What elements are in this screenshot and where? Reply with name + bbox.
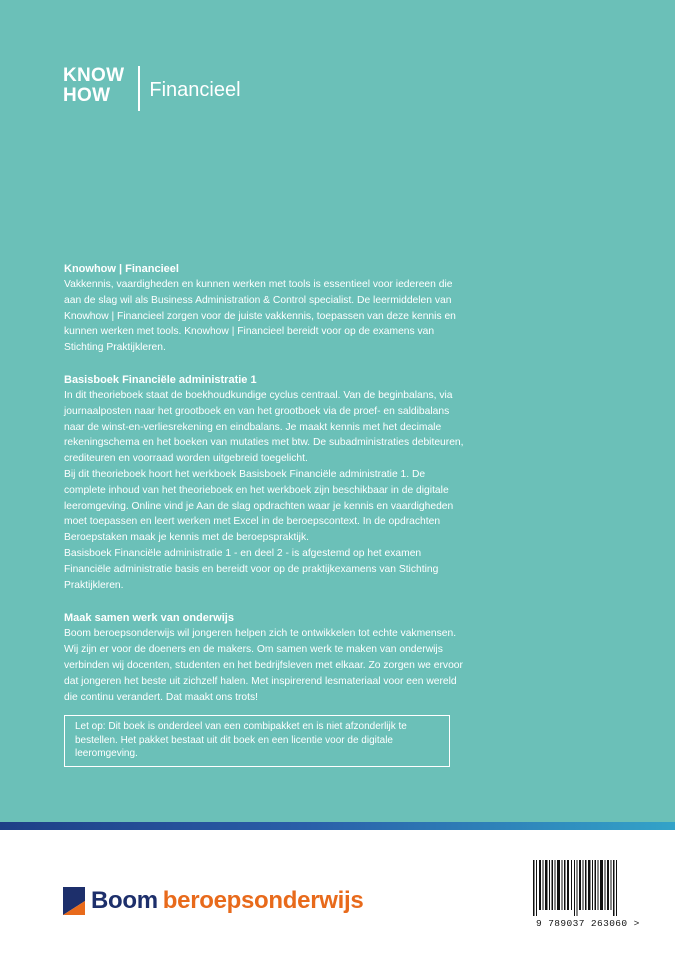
section-knowhow (64, 261, 469, 356)
isbn-number: 9 789037 263060 > (536, 918, 640, 929)
publisher-name-beroepsonderwijs: beroepsonderwijs (162, 887, 364, 914)
knowhow-logo (63, 66, 241, 111)
section-book (64, 372, 469, 593)
gradient-stripe (0, 822, 675, 830)
knowhow-wordmark (63, 66, 124, 106)
logo-divider (138, 66, 140, 111)
section-heading: Basisboek Financiële administratie 1 (64, 373, 257, 386)
blurb (64, 261, 469, 705)
section-paragraph: Basisboek Financiële administratie 1 - en deel 2 - is afgestemd op het examen Financiële administratie basis en bereidt voor op de praktijkexamens van Stichting Praktijkleren. (64, 547, 439, 591)
series-name: Financieel (149, 79, 241, 101)
section-heading: Knowhow | Financieel (64, 263, 179, 275)
publisher-name-boom: Boom (91, 887, 158, 914)
barcode (530, 860, 622, 916)
section-paragraph: In dit theorieboek staat de boekhoudkundige cyclus centraal. Van de beginbalans, via journaalposten naar het grootboek en van het grootboek via de proef- en saldibalans naar de winst-en-verliesrekening en eindbalans. Je maakt kennis met het decimale rekeningschema en het boeken van mutaties met btw. De subadministraties debiteuren, crediteuren en voorraad worden uitgebreid toegelicht. (64, 389, 464, 465)
logo-how: HOW (63, 85, 111, 106)
section-body: Vakkennis, vaardigheden en kunnen werken met tools is essentieel voor iedereen die aan de slag wil als Business Administration & Control specialist. De leermiddelen van Knowhow | Financieel zorgen voor de juiste vakkennis, toepassen van deze kennis en kunnen werken met tools. Knowhow | Financieel bereidt voor op de examens van Stichting Praktijkleren. (64, 279, 456, 354)
section-body: Boom beroepsonderwijs wil jongeren helpen zich te ontwikkelen tot echte vakmensen. Wij zijn er voor de doeners en de makers. Om samen werk te maken van onderwijs verbinden wij docenten, studenten en het bedrijfsleven met elkaar. Zo zorgen we ervoor dat jongeren het beste uit zichzelf halen. Met inspirerend lesmateriaal voor een wereld die continu verandert. Dat maakt ons trots! (64, 628, 463, 703)
publisher-mark-icon (63, 887, 85, 915)
section-publisher (64, 610, 469, 705)
publisher-logo (63, 887, 363, 915)
notice-box: Let op: Dit boek is onderdeel van een combipakket en is niet afzonderlijk te bestellen. Het pakket bestaat uit dit boek en een licentie voor de digitale leeromgeving. (64, 715, 450, 767)
section-paragraph: Bij dit theorieboek hoort het werkboek Basisboek Financiële administratie 1. De complete inhoud van het theorieboek en het werkboek zijn beschikbaar in de digitale leeromgeving. Online vind je Aan de slag opdrachten waar je kennis en vaardigheden moet toepassen en leert werken met Excel in de beroepscontext. In de opdrachten Beroepstaken maak je kennis met de beroepspraktijk. (64, 468, 454, 544)
section-heading: Maak samen werk van onderwijs (64, 612, 234, 625)
logo-know: KNOW (63, 65, 125, 86)
